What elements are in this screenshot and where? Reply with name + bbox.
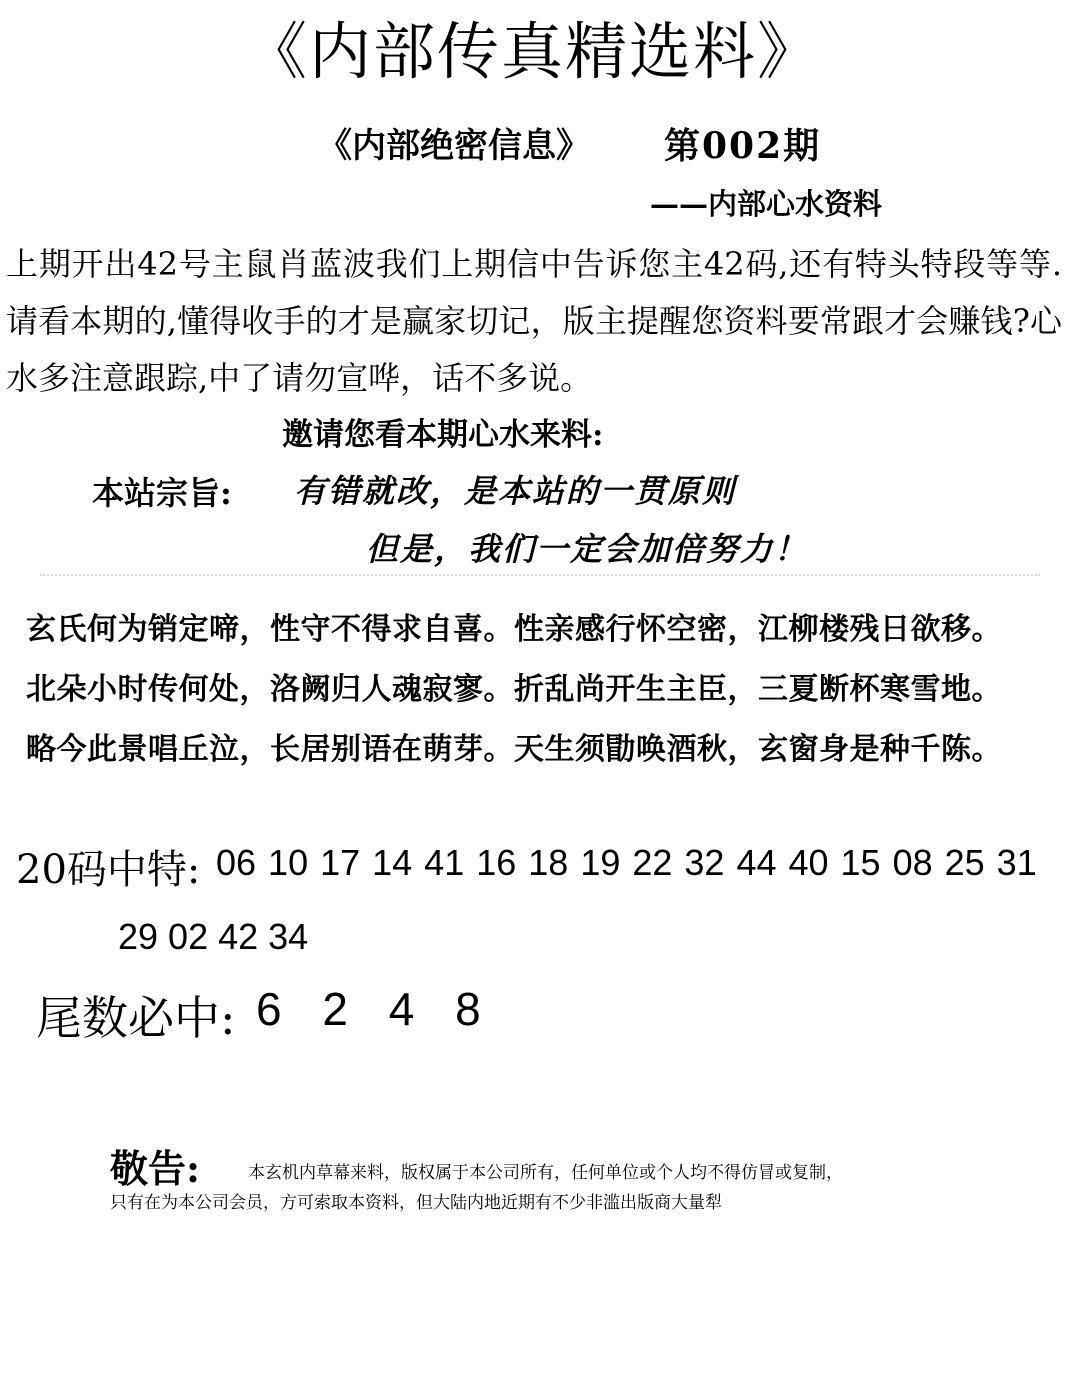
poem-line-3: 略今此景唱丘泣，长居别语在萌芽。天生须勖唤酒秋，玄窗身是种千陈。 xyxy=(26,732,1002,767)
source-note: ——内部心水资料 xyxy=(650,187,883,221)
poem-line-2: 北朵小时传何处，洛阙归人魂寂寥。折乱尚开生主臣，三夏断杯寒雪地。 xyxy=(26,672,1002,707)
motto-label: 本站宗旨: xyxy=(92,474,232,512)
intro-block xyxy=(6,236,1062,453)
motto-line-1: 有错就改，是本站的一贯原则 xyxy=(294,472,737,510)
notice-line-2: 只有在为本公司会员，方可索取本资料，但大陆内地近期有不少非滥出版商大量犁 xyxy=(110,1193,722,1213)
intro-text: 上期开出42号主鼠肖蓝波我们上期信中告诉您主42码,还有特头特段等等.请看本期的,懂得收手的才是赢家切记，版主提醒您资料要常跟才会赚钱?心水多注意跟踪,中了请勿宣哗，话不多说。 xyxy=(6,245,1062,397)
notice-label: 敬告: xyxy=(110,1146,201,1191)
notice-line-1: 本玄机内草幕来料，版权属于本公司所有，任何单位或个人均不得仿冒或复制， xyxy=(248,1163,843,1183)
poem-line-1: 玄氏何为销定啼，性守不得求自喜。性亲感行怀空密，江柳楼残日欲移。 xyxy=(26,612,1002,647)
page-title: 《内部传真精选料》 xyxy=(244,15,821,88)
motto-line-2: 但是，我们一定会加倍努力！ xyxy=(366,530,809,568)
codes-line-2: 29 02 42 34 xyxy=(118,916,309,957)
invite-text: 邀请您看本期心水来料: xyxy=(282,417,604,453)
divider xyxy=(40,574,1040,580)
codes-label: 20码中特: xyxy=(16,847,201,893)
tail-values: 6 2 4 8 xyxy=(256,983,481,1035)
issue-number: 第002期 xyxy=(664,125,822,167)
subtitle: 《内部绝密信息》 xyxy=(318,126,590,166)
tail-label: 尾数必中: xyxy=(36,991,236,1045)
codes-line-1: 06 10 17 14 41 16 18 19 22 32 44 40 15 08 25 31 xyxy=(216,842,1037,883)
